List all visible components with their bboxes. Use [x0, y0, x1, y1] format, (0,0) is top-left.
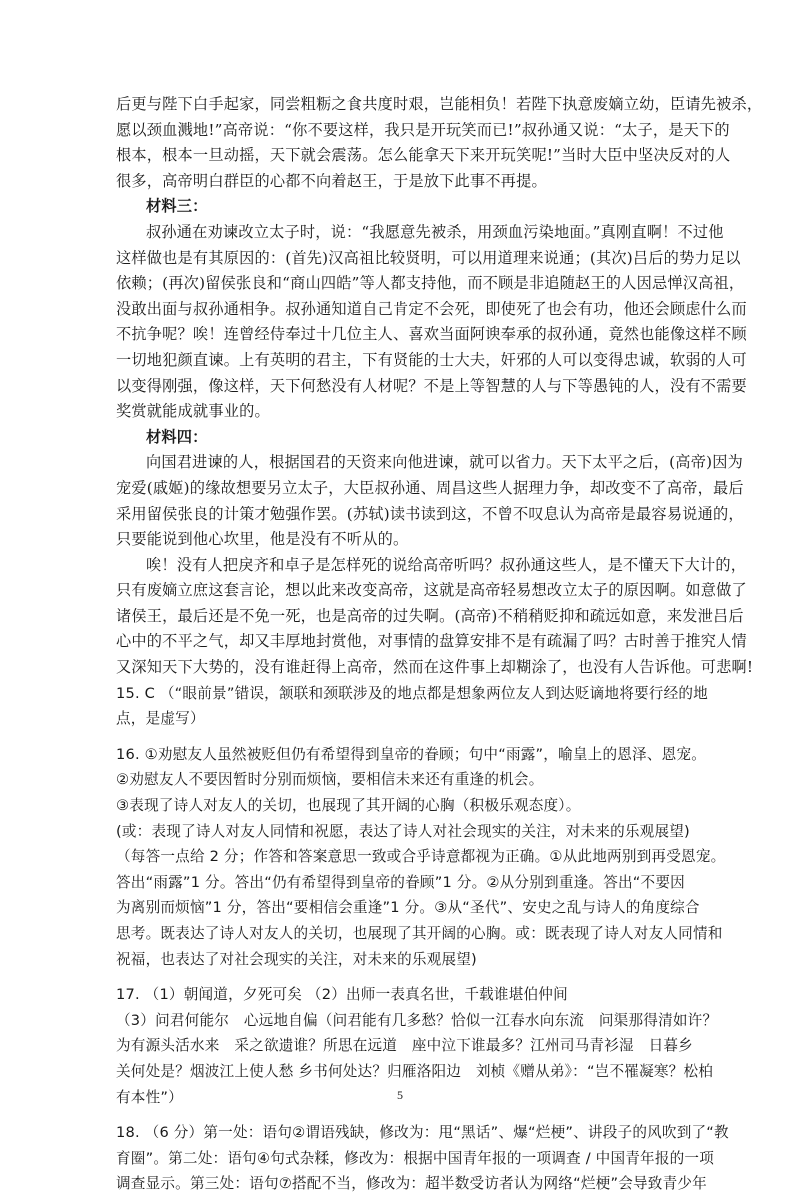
- text-line: （3）问君何能尔 心远地自偏（问君能有几多愁？恰似一江春水向东流 问渠那得清如许？: [116, 1011, 718, 1029]
- material-four-heading: 材料四：: [146, 427, 208, 446]
- text-line: 为离别而烦恼”1 分，答出“要相信会重逢”1 分。③从“圣代”、安史之乱与诗人的角度综合: [116, 899, 700, 917]
- answer-15: [116, 681, 708, 732]
- text-line: 只要能说到他心坎里，他是没有不听从的。: [116, 530, 409, 549]
- text-line: 唉！没有人把戾齐和卓子是怎样死的说给高帝听吗？叔孙通这些人，是不懂天下大计的，: [146, 555, 747, 574]
- text-line: 只有废嫡立庶这套言论，想以此来改变高帝，这就是高帝轻易想改立太子的原因啊。如意做了: [116, 581, 747, 600]
- document-page: [116, 92, 763, 1197]
- text-line: 没敢出面与叔孙通相争。叔孙通知道自己肯定不会死，即使死了也会有功，他还会顾虑什么而: [116, 299, 747, 318]
- text-line: 祝福，也表达了对社会现实的关注，对未来的乐观展望): [116, 950, 477, 968]
- text-line: 点，是虚写）: [116, 710, 205, 728]
- material-three: [116, 194, 747, 424]
- text-line: 为有源头活水来 采之欲遗谁？所思在远道 座中泣下谁最多？江州司马青衫湿 日暮乡: [116, 1037, 693, 1055]
- text-line: 叔孙通在劝谏改立太子时，说：“我愿意先被杀，用颈血污染地面。”真刚直啊！不过他: [146, 222, 724, 241]
- text-line: 心中的不平之气，却又丰厚地封赏他，对事情的盘算安排不是有疏漏了吗？古时善于推究人情: [116, 632, 747, 651]
- text-line: 奖赏就能成就事业的。: [116, 402, 270, 421]
- text-line: 一切地犯颜直谏。上有英明的君主，下有贤能的士大夫，奸邪的人可以变得忠诚，软弱的人可: [116, 350, 747, 369]
- text-line: 答出“雨露”1 分。答出“仍有希望得到皇帝的眷顾”1 分。②从分别到重逢。答出“不要因: [116, 873, 685, 891]
- answer-16: [116, 742, 726, 972]
- text-line: (或：表现了诗人对友人同情和祝愿，表达了诗人对社会现实的关注，对未来的乐观展望): [116, 822, 690, 840]
- text-line: 思考。既表达了诗人对友人的关切，也展现了其开阔的心胸。或：既表现了诗人对友人同情和: [116, 925, 723, 942]
- text-line: 依赖；(再次)留侯张良和“商山四皓”等人都支持他，而不顾是非追随赵王的人因忌惮汉高祖，: [116, 274, 745, 293]
- text-line: 宠爱(戚姬)的缘故想要另立太子，大臣叔孙通、周昌这些人据理力争，却改变不了高帝，最后: [116, 478, 744, 497]
- text-line: （每答一点给 2 分；作答和答案意思一致或合乎诗意都视为正确。①从此地两别到再受恩宠。: [116, 848, 726, 866]
- text-line: 有本性”）: [116, 1088, 183, 1106]
- text-line: 15. C （“眼前景”错误，颔联和颈联涉及的地点都是想象两位友人到达贬谪地将要行经的地: [116, 684, 708, 702]
- text-line: 向国君进谏的人，根据国君的天资来向他进谏，就可以省力。天下太平之后，(高帝)因为: [146, 453, 743, 472]
- text-line: 16. ①劝慰友人虽然被贬但仍有希望得到皇帝的眷顾；句中“雨露”，喻皇上的恩泽、恩宠。: [116, 745, 707, 763]
- text-line: 愿以颈血溅地!”高帝说：“你不要这样，我只是开玩笑而已!”叔孙通又说：“太子，是天下的: [116, 120, 730, 139]
- text-line: 诸侯王，最后还是不免一死，也是高帝的过失啊。(高帝)不稍稍贬抑和疏远如意，来发泄吕后: [116, 606, 744, 625]
- material-three-heading: 材料三：: [146, 197, 208, 216]
- text-line: 不抗争呢？唉！连曾经侍奉过十几位主人、喜欢当面阿谀奉承的叔孙通，竟然也能像这样不顾: [116, 325, 747, 344]
- text-line: 以变得刚强，像这样，天下何愁没有人材呢？不是上等智慧的人与下等愚钝的人，没有不需要: [116, 376, 747, 395]
- material-four: [116, 425, 754, 681]
- text-line: 17. （1）朝闻道，夕死可矣 （2）出师一表真名世，千载谁堪伯仲间: [116, 986, 568, 1004]
- text-line: 育圈”。第二处：语句④句式杂糅，修改为：根据中国青年报的一项调查 / 中国青年报的一项: [116, 1149, 715, 1167]
- text-line: 调查显示。第三处：语句⑦搭配不当，修改为：超半数受访者认为网络“烂梗”会导致青少年: [116, 1175, 707, 1193]
- text-line: 后更与陛下白手起家，同尝粗粝之食共度时艰，岂能相负！若陛下执意废嫡立幼，臣请先被杀，: [116, 95, 763, 113]
- text-line: 18. （6 分）第一处：语句②谓语残缺，修改为：甩“黑话”、爆“烂梗”、讲段子的风吹到了“教: [116, 1124, 729, 1142]
- text-line: 关何处是？烟波江上使人愁 乡书何处达？归雁洛阳边 刘桢《赠从弟》：“岂不罹凝寒？松柏: [116, 1062, 714, 1080]
- text-line: 又深知天下大势的，没有谁赶得上高帝，然而在这件事上却糊涂了，也没有人告诉他。可悲啊!: [116, 658, 754, 677]
- text-line: 根本，根本一旦动摇，天下就会震荡。怎么能拿天下来开玩笑呢!”当时大臣中坚决反对的人: [116, 146, 731, 165]
- continuation-paragraph: [116, 92, 763, 194]
- text-line: ②劝慰友人不要因暂时分别而烦恼，要相信未来还有重逢的机会。: [116, 771, 544, 789]
- text-line: 很多，高帝明白群臣的心都不向着赵王，于是放下此事不再提。: [116, 171, 547, 190]
- text-line: 这样做也是有其原因的：(首先)汉高祖比较贤明，可以用道理来说通；(其次)吕后的势力足以: [116, 248, 741, 267]
- text-line: ③表现了诗人对友人的关切，也展现了其开阔的心胸（积极乐观态度）。: [116, 797, 581, 815]
- page-number: 5: [397, 1088, 403, 1102]
- text-line: 采用留侯张良的计策才勉强作罢。(苏轼)读书读到这，不曾不叹息认为高帝是最容易说通的，: [116, 504, 744, 523]
- answer-18: [116, 1120, 729, 1197]
